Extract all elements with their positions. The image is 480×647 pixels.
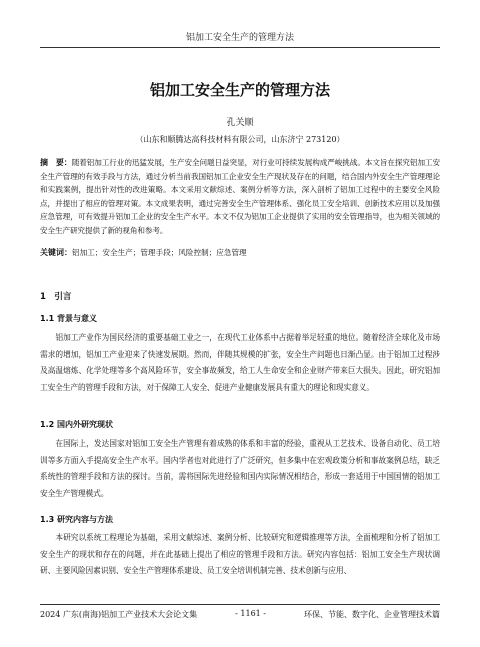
keywords [40,246,440,259]
abstract [40,156,440,237]
abstract-label: 摘 要： [40,158,72,167]
section-heading-content-methods: 1.3 研究内容与方法 [40,515,113,524]
paragraph-content-methods: 本研究以系统工程理论为基础，采用文献综述、案例分析、比较研究和逻辑推理等方法，全面梳理和分析了铝加工安全生产的现状和存在的问题，并在此基础上提出了相应的管理手段和方法。研究内容包括：铝加工安全生产现状调研、主要风险因素识别、安全生产管理体系建设、员工安全培训机制完善、技术创新与应用、 [40,533,440,575]
footer-proceedings: 2024 广东(南海)铝加工产业技术大会论文集 [40,610,198,619]
keywords-text: 铝加工；安全生产；管理手段；风险控制；应急管理 [72,248,247,257]
keywords-label: 关键词： [40,248,72,257]
page-footer [40,604,440,620]
section-heading-background: 1.1 背景与意义 [40,314,97,323]
section-heading-intro: 1 引言 [40,292,72,302]
paragraph-background: 铝加工产业作为国民经济的重要基础工业之一，在现代工业体系中占据着举足轻重的地位。随着经济全球化及市场需求的增加，铝加工产业迎来了快速发展期。然而，伴随其规模的扩张，安全生产问题也日渐凸显。由于铝加工过程涉及高温熔炼、化学处理等多个高风险环节，安全事故频发，给工人生命安全和企业财产带来巨大损失。因此，研究铝加工安全生产的管理手段和方法，对于保障工人安全、促进产业健康发展具有重大的理论和现实意义。 [40,333,440,392]
section-heading-research-status: 1.2 国内外研究现状 [40,420,113,429]
running-header: 铝加工安全生产的管理方法 [40,30,440,48]
paper-affiliation: （山东和顺腾达高科技材料有限公司，山东济宁 273120） [135,135,345,144]
footer-page-number: - 1161 - [235,609,266,618]
paragraph-research-status: 在国际上，发达国家对铝加工安全生产管理有着成熟的体系和丰富的经验，重视从工艺技术、设备自动化、员工培训等多方面入手提高安全生产水平。国内学者也对此进行了广泛研究，但多集中在宏观政策分析和事故案例总结，缺乏系统性的管理手段和方法的探讨。当前，需将国际先进经验和国内实际情况相结合，形成一套适用于中国国情的铝加工安全生产管理模式。 [40,439,440,498]
abstract-text: 随着铝加工行业的迅猛发展，生产安全问题日益突显，对行业可持续发展构成严峻挑战。本文旨在探究铝加工安全生产管理的有效手段与方法，通过分析当前我国铝加工企业安全生产现状及存在的问题，结合国内外安全生产管理理论和实践案例，提出针对性的改进策略。本文采用文献综述、案例分析等方法，深入剖析了铝加工过程中的主要安全风险点，并提出了相应的管理对策。本文成果表明，通过完善安全生产管理体系、强化员工安全培训、创新技术应用以及加强应急管理，可有效提升铝加工企业的安全生产水平。本文不仅为铝加工企业提供了实用的安全管理指导，也为相关领域的安全生产研究提供了新的视角和参考。 [40,158,440,235]
paper-author: 孔关顺 [226,118,254,128]
paper-title: 铝加工安全生产的管理方法 [149,81,330,99]
footer-section: 环保、节能、数字化、企业管理技术篇 [303,610,440,619]
